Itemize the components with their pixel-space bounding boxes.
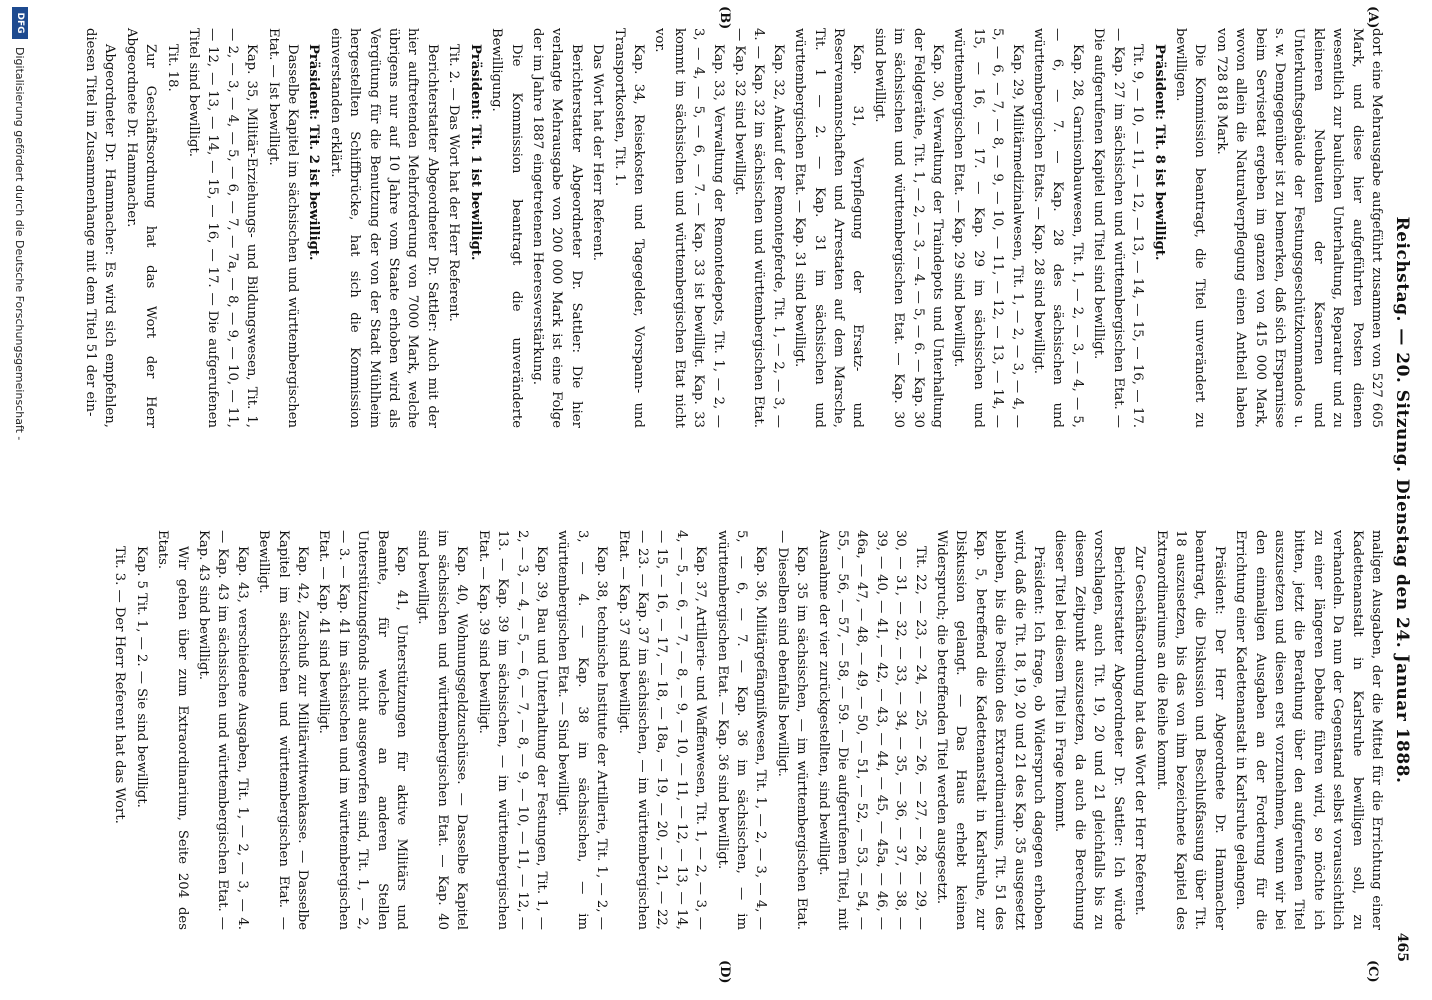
page-number: 465 [1394,932,1410,962]
paragraph: Kap. 35, Militär-Erziehungs- und Bildungswesen, Tit. 1, — 2, — 3, — 4, — 5, — 6, — 7, — 7a, — 8, — 9, — 10, — 11, — 12, — 13, — 14, — 15, — 16, — 17. — Die aufgerufenen Titel sind bewilligt. [186,28,260,428]
paragraph: Kap. 39, Bau und Unterhaltung der Festungen, Tit. 1, — 2, — 3, — 4, — 5, — 6, — 7, — 8, — 9, — 10, — 11, — 12, — 13. — Kap. 39 im sächsischen, — im württembergischen Etat. — Kap. 39 sind bewilligt. [475,530,549,930]
paragraph: Kap. 37, Artillerie- und Waffenwesen, Tit. 1, — 2, — 3, — 4, — 5, — 6, — 7, — 8, — 9, — 10, — 11, — 12, — 13, — 14, — 15, — 16, — 17, — 18, — 18a, — 19, — 20, — 21, — 22, — 23. — Kap. 37 im sächsischen, — im württembergischen Etat. — Kap. 37 sind bewilligt. [615,530,709,930]
margin-mark-d: (D) [717,960,732,984]
left-column [79,28,1386,428]
paragraph: Kap. 29, Militärmedizinalwesen, Tit. 1, — 2, — 3, — 4, — 5, — 6, — 7, — 8, — 9, — 10, — 11, — 12, — 13, — 14, — 15, — 16, — 17. — Kap. 29 im sächsischen und württembergischen Etat. — Kap. 29 sind bewilligt. [951,28,1025,428]
paragraph: Kap. 40, Wohnungsgeldzuschüsse. — Dasselbe Kapitel im sächsischen und württembergischen Etat. — Kap. 40 sind bewilligt. [415,530,470,930]
paragraph: Die Kommission beantragt die unveränderte Bewilligung. [489,28,524,428]
margin-mark-b: (B) [717,6,732,30]
right-column [108,530,1386,930]
paragraph: Kap. 38, technische Institute der Artillerie, Tit. 1, — 2, — 3, — 4. — Kap. 38 im sächsischen, — im württembergischen Etat. — Sind bewilligt. [555,530,610,930]
paragraph: Tit. 3. — Der Herr Referent hat das Wort. [112,546,128,824]
paragraph: dort eine Mehrausgabe aufgeführt zusammen von 527 605 Mark, und diese hier aufgeführten Posten dienen wesentlich zur baulichen Unterhaltung, Reparatur und zu kleineren Neubauten der Kasernen und Unterkunftsgebäude der Festungsgeschützkommandos u. s. w. Demgegenüber ist zu bemerken, daß sich Ersparnisse beim Servisetat ergeben im ganzen von 415 000 Mark, wovon allein die Naturalverpflegung einen Antheil haben von 728 818 Mark. [1213,28,1384,428]
paragraph: Kap. 35 im sächsischen, — im württembergischen Etat. — Dieselben sind ebenfalls bewilligt. [774,530,810,930]
margin-mark-a: (A) [1365,6,1380,29]
paragraph: Präsident: Der Herr Abgeordnete Dr. Hammacher beantragt, die Diskussion und Beschlußfassung über Tit. 18 auszusetzen, bis das von ihm bezeichnete Kapitel des Extraordinariums an die Reihe kommt. [1153,530,1227,930]
footer-text: Digitalisierung gefördert durch die Deutsche Forschungsgemeinschaft - [13,47,26,441]
paragraph: Zur Geschäftsordnung hat das Wort der Herr Abgeordnete Dr. Hammacher. [123,28,159,428]
paragraph: Wir gehen über zum Extraordinarium, Seite 204 des Etats. [155,530,190,930]
paragraph: Abgeordneter Dr. Hammacher: Es wird sich empfehlen, diesen Titel im Zusammenhange mit dem Titel 51 der ein- [83,28,118,428]
paragraph: Kap. 41, Unterstützungen für aktive Militärs und Beamte, für welche an anderen Stellen Unterstützungsfonds nicht ausgeworfen sind, Tit. 1, — 2, — 3. — Kap. 41 im sächsischen und im württembergischen Etat. — Kap. 41 sind bewilligt. [316,530,410,930]
dfg-logo: DFG [12,7,28,39]
paragraph: Präsident: Tit. 2 ist bewilligt. [306,44,322,261]
paragraph: Berichterstatter Abgeordneter Dr. Sattler: Auch mit der hier auftretenden Mehrforderung von 7000 Mark, welche übrigens nur auf 10 Jahre vom Staate erhoben wird als Vergütung für die Benutzung der von der Stadt Mühlheim hergestellten Schiffbrücke, hat sich die Kommission einverstanden erklärt. [327,28,440,428]
paragraph: Präsident: Tit. 8 ist bewilligt. [1151,44,1167,261]
paragraph: Kap. 32, Ankauf der Remontepferde, Tit. 1, — 2, — 3, — 4. — Kap. 32 im sächsischen und württembergischen Etat. — Kap. 32 sind bewilligt. [732,28,786,428]
digitization-footer [4,5,32,995]
paragraph: Tit. 22, — 23, — 24, — 25, — 26, — 27, — 28, — 29, — 30, — 31, — 32, — 33, — 34, — 35, — 36, — 37, — 38, — 39, — 40, — 41, — 42, — 43, — 44, — 45, — 45a, — 46, — 46a, — 47, — 48, — 49, — 50, — 51, — 52, — 53, — 54, — 55, — 56, — 57, — 58, — 59. — Die aufgerufenen Titel, mit Ausnahme der vier zurückgestellten, sind bewilligt. [815,530,928,930]
paragraph: Präsident: Tit. 1 ist bewilligt. [467,44,483,261]
paragraph: Berichterstatter Abgeordneter Dr. Sattler: Ich würde vorschlagen, auch Tit. 19, 20 und 21 gleichfalls bis zu diesem Zeitpunkt auszusetzen, da auch die Berechnung dieser Titel bei diesem Titel in Frage kommt. [1052,530,1126,930]
page-header [1386,20,1416,980]
paragraph: Tit. 18. [164,44,180,92]
paragraph: Die Kommission beantragt, die Titel unverändert zu bewilligen. [1172,28,1208,428]
paragraph: Kap. 31, Verpflegung der Ersatz- und Reservemannschaften und Arrestaten auf dem Marsche, Tit. 1 — 2. — Kap. 31 im sächsischen und württembergischen Etat. — Kap. 31 sind bewilligt. [792,28,866,428]
paragraph: Tit. 2. — Das Wort hat der Herr Referent. [446,44,462,322]
paragraph: Tit. 9, — 10, — 11, — 12, — 13, — 14, — 15, — 16, — 17. — Kap. 27 im sächsischen und württembergischen Etat. — Die aufgerufenen Kapitel und Titel sind bewilligt. [1091,28,1146,428]
paragraph: Kap. 28, Garnisonbauwesen, Tit. 1, — 2, — 3, — 4, — 5, — 6, — 7. — Kap. 28 des sächsischen und württembergischen Etats. — Kap. 28 sind bewilligt. [1031,28,1085,428]
paragraph: Kap. 36, Militärgefängnißwesen, Tit. 1, — 2, — 3, — 4, — 5, — 6, — 7. — Kap. 36 im sächsischen, — im württembergischen Etat. — Kap. 36 sind bewilligt. [714,530,769,930]
paragraph: Kap. 33, Verwaltung der Remontedepots, Tit. 1, — 2, — 3, — 4, — 5, — 6, — 7. — Kap. 33 ist bewilligt. Kap. 33 kommt im sächsischen und württembergischen Etat nicht vor. [652,28,726,428]
paragraph: Kap. 43, verschiedene Ausgaben, Tit. 1, — 2, — 3, — 4. — Kap. 43 im sächsischen und württembergischen Etat. — Kap. 43 sind bewilligt. [196,530,250,930]
paragraph: Präsident: Ich frage, ob Widerspruch dagegen erhoben wird, daß die Tit. 18, 19, 20 und 21 des Kap. 35 ausgesetzt bleiben, bis die Position des Extraordinariums, Tit. 51 des Kap. 5, betreffend die Kadettenanstalt in Karlsruhe, zur Diskussion gelangt. — Das Haus erhebt keinen Widerspruch; die betreffenden Titel werden ausgesetzt. [934,530,1047,930]
paragraph: Zur Geschäftsordnung hat das Wort der Herr Referent. [1132,546,1148,916]
margin-mark-c: (C) [1365,960,1380,983]
paragraph: Kap. 42, Zuschuß zur Militärwittwenkasse. — Dasselbe Kapitel im sächsischen und württembergischen Etat. — Bewilligt. [256,530,311,930]
paragraph: maligen Ausgaben, der die Mittel für die Errichtung einer Kadettenanstalt in Karlsruhe bewilligen soll, zu verhandeln. Da nun der Gegenstand selbst voraussichtlich zu einer längeren Debatte führen wird, so möchte ich bitten, jetzt die Berathung über den aufgerufenen Titel auszusetzen und diesen erst vorzunehmen, wenn wir bei den einmaligen Ausgaben an der Forderung für die Errichtung einer Kadettenanstalt in Karlsruhe gelangen. [1233,530,1384,930]
paragraph: Kap. 5 Tit. 1, — 2. — Sie sind bewilligt. [133,546,149,808]
running-title: Reichstag. — 20. Sitzung. Dienstag den 24. Januar 1888. [1392,216,1412,784]
paragraph: Dasselbe Kapitel im sächsischen und württembergischen Etat. — Ist bewilligt. [265,28,301,428]
paragraph: Kap. 34, Reisekosten und Tagegelder, Vorspann- und Transportkosten, Tit. 1. [611,28,646,428]
paragraph: Berichterstatter Abgeordneter Dr. Sattler: Die hier verlangte Mehrausgabe von 200 000 Mark ist eine Folge der im Jahre 1887 eingetretenen Heeresverstärkung. [529,28,584,428]
paragraph: Kap. 30, Verwaltung der Traindepots und Unterhaltung der Feldgeräthe, Tit. 1, — 2, — 3, — 4. — 5, — 6. — Kap. 30 im sächsischen und württembergischen Etat. — Kap. 30 sind bewilligt. [871,28,946,428]
paragraph: Das Wort hat der Herr Referent. [590,44,606,261]
